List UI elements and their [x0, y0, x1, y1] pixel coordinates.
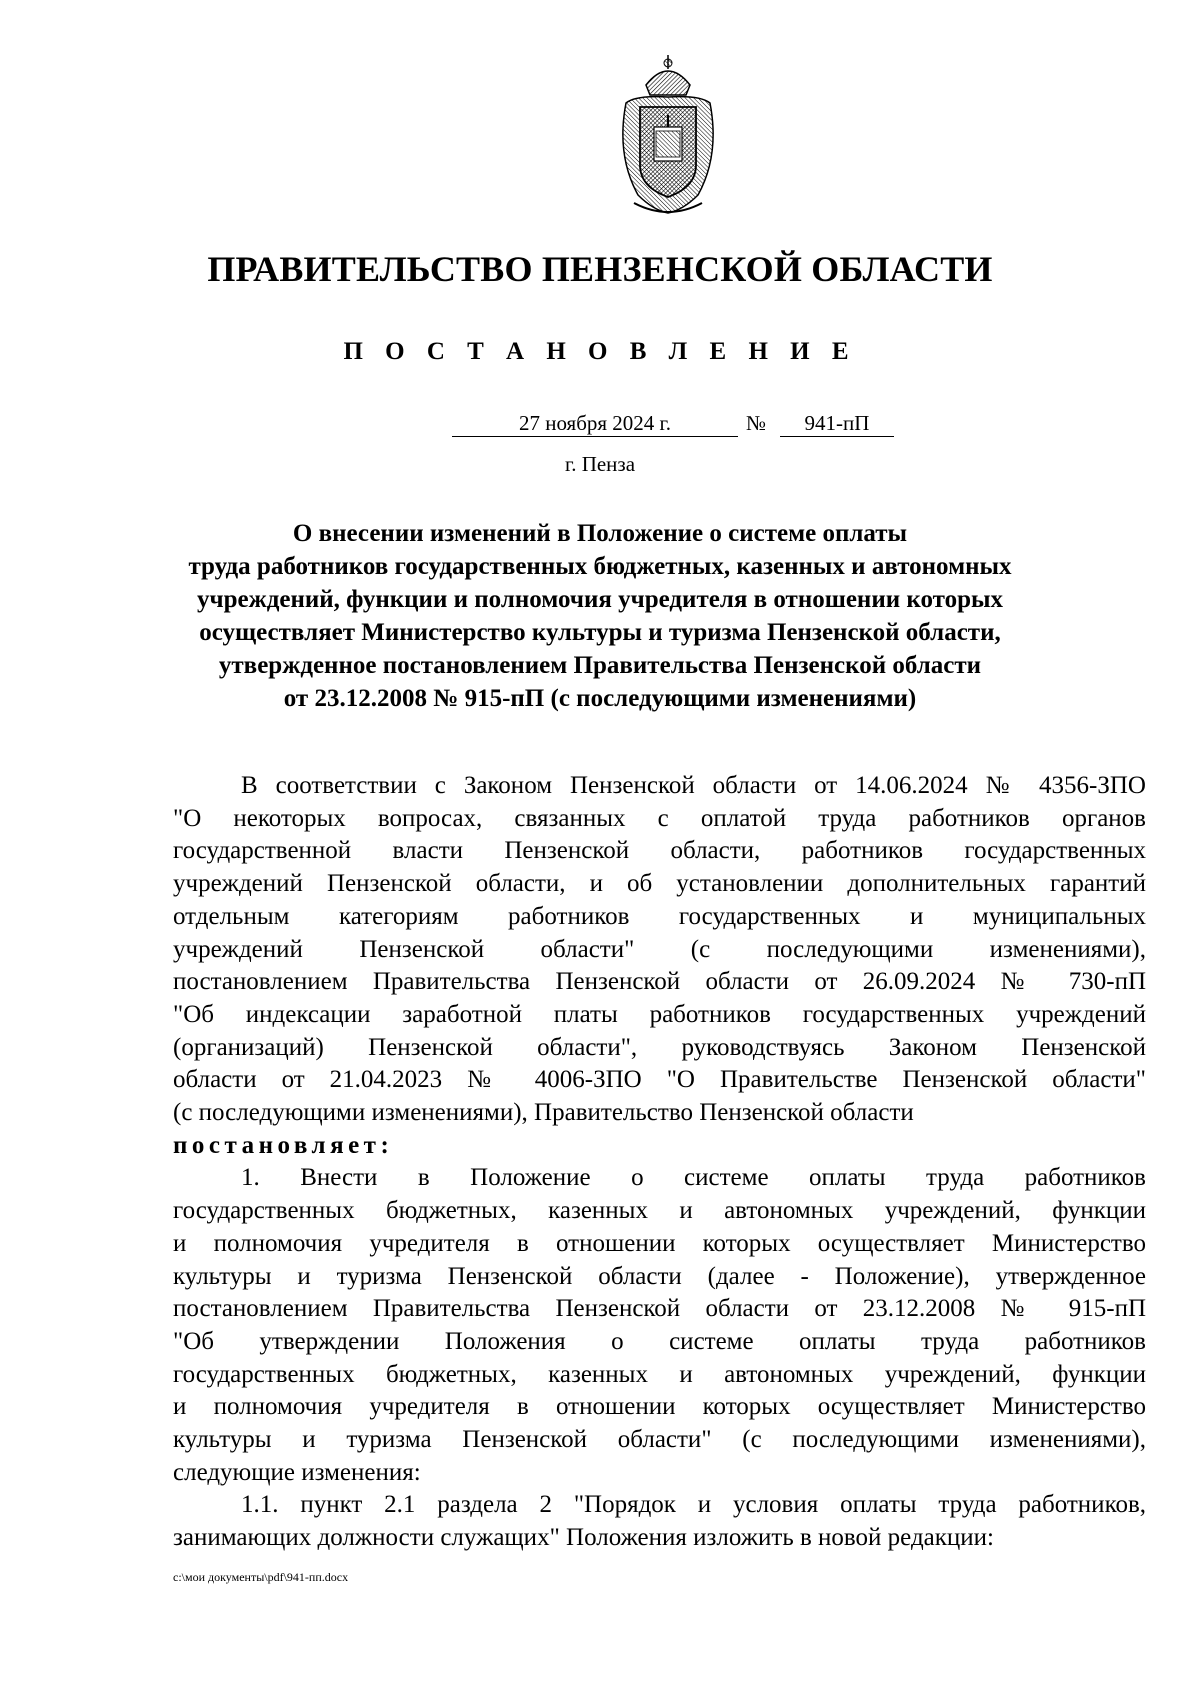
item-1-line: 1. Внести в Положение о системе оплаты труда работников: [241, 1164, 1146, 1192]
document-type-heading: П О С Т А Н О В Л Е Н И Е: [343, 338, 857, 365]
body-line: В соответствии с Законом Пензенской области от 14.06.2024 № 4356-ЗПО: [241, 772, 1146, 799]
subject-line: О внесении изменений в Положение о системе оплаты: [292, 520, 908, 547]
item-1-line: культуры и туризма Пензенской области (далее - Положение), утвержденное: [173, 1262, 1146, 1290]
subject-line: учреждений, функции и полномочия учредителя в отношении которых: [196, 586, 1004, 613]
subject-line: от 23.12.2008 № 915-пП (с последующими изменениями): [283, 685, 917, 712]
body-line: "О некоторых вопросах, связанных с оплатой труда работников органов: [173, 804, 1146, 832]
government-title: ПРАВИТЕЛЬСТВО ПЕНЗЕНСКОЙ ОБЛАСТИ: [207, 249, 993, 289]
item-1-1-line: занимающих должности служащих" Положения изложить в новой редакции:: [173, 1524, 994, 1552]
body-line: учреждений Пензенской области" (с последующими изменениями),: [173, 935, 1146, 963]
body-line: постановлением Правительства Пензенской области от 26.09.2024 № 730-пП: [173, 968, 1146, 996]
resolution-date: 27 ноября 2024 г.: [452, 410, 738, 437]
resolution-number: 941-пП: [780, 410, 894, 437]
body-line: (организаций) Пензенской области", руководствуясь Законом Пензенской: [173, 1033, 1146, 1061]
item-1-line: постановлением Правительства Пензенской области от 23.12.2008 № 915-пП: [173, 1295, 1146, 1323]
body-line: "Об индексации заработной платы работников государственных учреждений: [173, 1000, 1146, 1028]
city-line: г. Пенза: [564, 452, 636, 476]
coat-of-arms-emblem: [608, 55, 728, 215]
subject-line: утвержденное постановлением Правительства Пензенской области: [218, 652, 982, 679]
body-line: государственной власти Пензенской области, работников государственных: [173, 837, 1146, 865]
resolution-subject: [150, 517, 1050, 715]
item-1-line: следующие изменения:: [173, 1458, 421, 1486]
resolves-keyword: постановляет:: [173, 1131, 394, 1159]
item-1-line: "Об утверждении Положения о системе оплаты труда работников: [173, 1327, 1146, 1355]
item-1-line: культуры и туризма Пензенской области" (с последующими изменениями),: [173, 1426, 1146, 1454]
file-path-footer: c:\мои документы\pdf\941-пп.docx: [173, 1570, 349, 1584]
item-1-line: государственных бюджетных, казенных и автономных учреждений, функции: [173, 1197, 1146, 1225]
item-1-line: государственных бюджетных, казенных и автономных учреждений, функции: [173, 1360, 1146, 1388]
subject-line: осуществляет Министерство культуры и туризма Пензенской области,: [199, 619, 1001, 646]
body-line: отдельным категориям работников государственных и муниципальных: [173, 902, 1146, 930]
item-1-line: и полномочия учредителя в отношении которых осуществляет Министерство: [173, 1393, 1146, 1421]
document-body: [173, 770, 1146, 1555]
body-line: учреждений Пензенской области, и об установлении дополнительных гарантий: [173, 870, 1146, 898]
number-sign: №: [746, 411, 767, 435]
body-line: (с последующими изменениями), Правительство Пензенской области: [173, 1099, 914, 1127]
item-1-line: и полномочия учредителя в отношении которых осуществляет Министерство: [173, 1229, 1146, 1257]
item-1-1-line: 1.1. пункт 2.1 раздела 2 "Порядок и условия оплаты труда работников,: [241, 1491, 1146, 1519]
body-line: области от 21.04.2023 № 4006-ЗПО "О Правительстве Пензенской области": [173, 1066, 1146, 1094]
subject-line: труда работников государственных бюджетных, казенных и автономных: [188, 553, 1012, 580]
